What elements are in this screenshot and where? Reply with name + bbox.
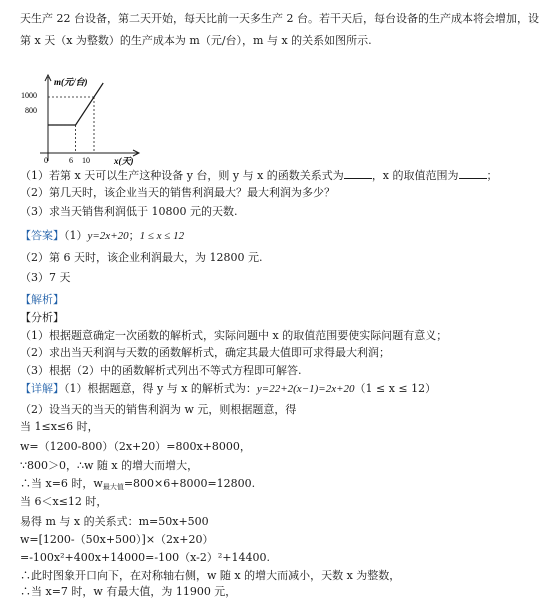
y-tick-800: 800 — [25, 106, 37, 115]
x-tick-6: 6 — [69, 156, 73, 165]
answer-1-range: 1 ≤ x ≤ 12 — [139, 230, 185, 242]
answer-2: （2）第 6 天时，该企业利润最大，为 12800 元. — [20, 251, 263, 264]
detail-line-6: 易得 m 与 x 的关系式：m=50x+500 — [20, 515, 209, 528]
answer-1-sep: ； — [128, 229, 140, 242]
detail-line-4-a: ∴当 x=6 时，w — [20, 477, 103, 490]
detail-line-7: w=[1200-（50x+500）]×（2x+20） — [20, 533, 214, 546]
y-axis-label: m(元/台) — [54, 77, 88, 87]
detail-2: （2）设当天的当天的销售利润为 w 元，则根据题意，得 — [20, 403, 297, 416]
question-2: （2）第几天时，该企业当天的销售利润最大？最大利润为多少？ — [20, 186, 335, 199]
detail-line-1: 当 1≤x≤6 时， — [20, 420, 99, 433]
detail-line-4-sub: 最大值 — [102, 483, 124, 491]
detail-line-4 — [20, 477, 255, 494]
detail-1 — [20, 382, 436, 396]
answer-1 — [20, 229, 184, 243]
q1-text-c: ； — [486, 169, 498, 182]
detail-line-2: w=（1200-800）（2x+20）=800x+8000， — [20, 440, 251, 453]
analysis-point-1: （1）根据题意确定一次函数的解析式，实际问题中 x 的取值范围要使实际问题有意义； — [20, 329, 448, 342]
detail-tag: 【详解】 — [20, 382, 64, 395]
x-tick-0: 0 — [44, 156, 48, 165]
detail-1-text: （1）根据题意，得 y 与 x 的解析式为： — [64, 382, 257, 395]
detail-line-8: =-100x²+400x+14000=-100（x-2）²+14400. — [20, 551, 270, 564]
x-axis-label: x(天) — [114, 156, 134, 166]
intro-line-1: 天生产 22 台设备，第二天开始，每天比前一天多生产 2 台。若干天后，每台设备的生产成本将会增加，设 — [20, 12, 539, 25]
detail-line-4-b: =800×6+8000=12800. — [123, 477, 256, 490]
question-1 — [20, 168, 498, 183]
answer-3: （3）7 天 — [20, 271, 71, 284]
detail-1-formula: y=22+2(x−1)=2x+20 — [256, 383, 355, 395]
question-3: （3）求当天销售利润低于 10800 元的天数. — [20, 205, 238, 218]
answer-1-prefix: （1） — [64, 229, 88, 242]
answer-1-formula: y=2x+20 — [87, 230, 129, 242]
analysis-point-2: （2）求出当天利润与天数的函数解析式，确定其最大值即可求得最大利润； — [20, 346, 390, 359]
detail-line-3: ∵800＞0，∴w 随 x 的增大而增大， — [20, 459, 199, 472]
detail-line-5: 当 6＜x≤12 时， — [20, 495, 108, 508]
x-tick-10: 10 — [82, 156, 90, 165]
q1-text-a: （1）若第 x 天可以生产这种设备 y 台，则 y 与 x 的函数关系式为 — [20, 169, 344, 182]
q1-blank-2[interactable] — [459, 168, 487, 179]
detail-line-9: ∴此时图象开口向下，在对称轴右侧，w 随 x 的增大而减小，天数 x 为整数， — [20, 569, 401, 582]
analysis-sub-tag: 【分析】 — [20, 311, 64, 324]
cost-graph — [20, 73, 148, 165]
cost-line — [48, 83, 103, 125]
q1-blank-1[interactable] — [344, 168, 372, 179]
analysis-tag: 【解析】 — [20, 293, 64, 306]
answer-tag: 【答案】 — [20, 229, 64, 242]
detail-1-range: （1 ≤ x ≤ 12） — [354, 382, 437, 395]
intro-line-2: 第 x 天（x 为整数）的生产成本为 m（元/台），m 与 x 的关系如图所示. — [20, 34, 372, 47]
q1-text-b: ，x 的取值范围为 — [371, 169, 459, 182]
detail-line-10: ∴当 x=7 时，w 有最大值，为 11900 元， — [20, 585, 237, 598]
y-tick-1000: 1000 — [21, 91, 37, 100]
analysis-point-3: （3）根据（2）中的函数解析式列出不等式方程即可解答. — [20, 364, 302, 377]
